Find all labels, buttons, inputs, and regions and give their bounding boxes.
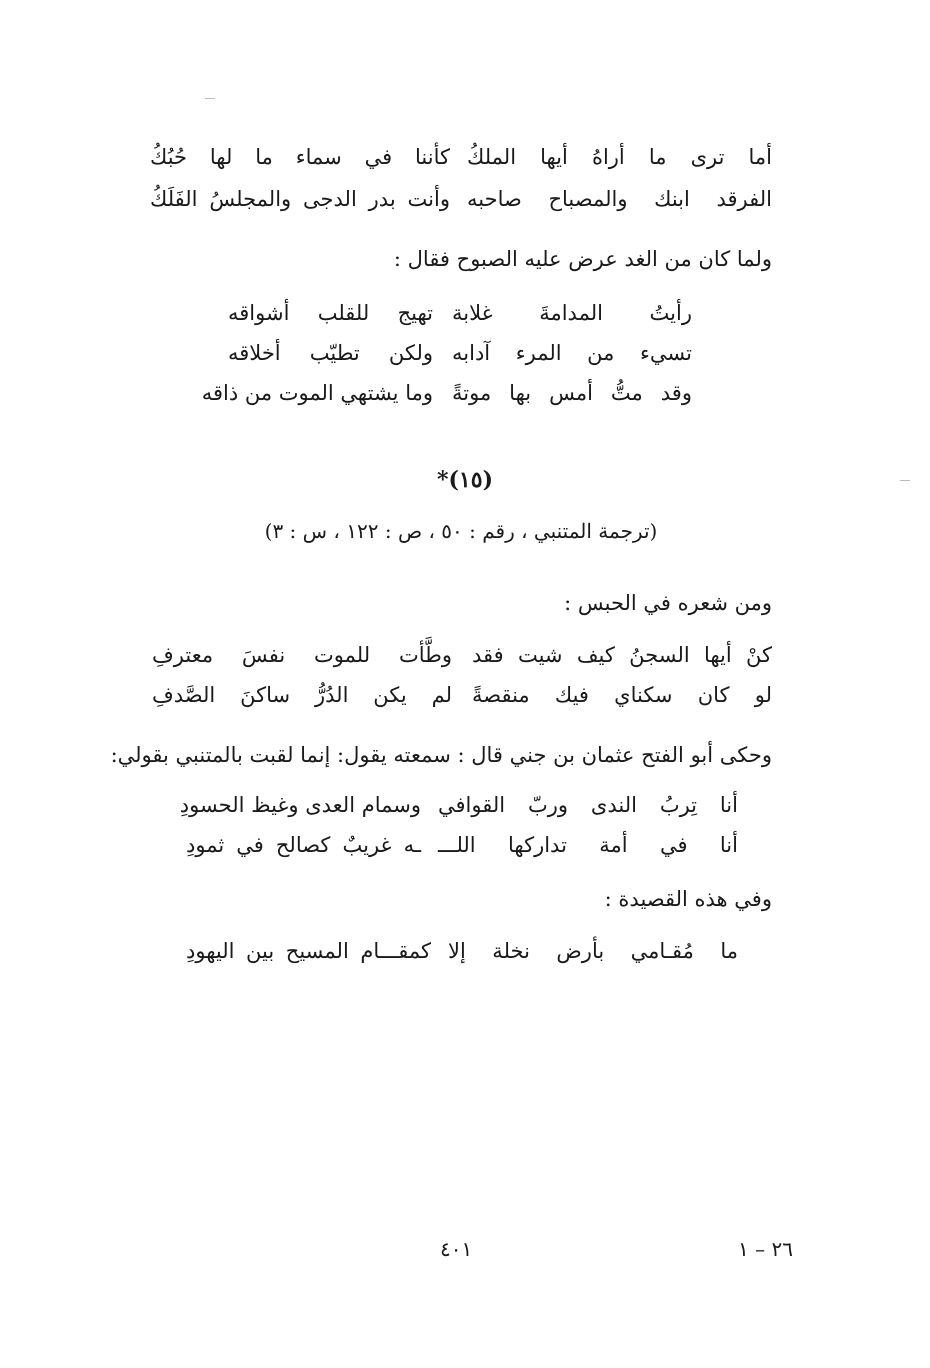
verse-left-hemistich: وطَّأت للموت نفسَ معترفِ [152, 643, 452, 667]
section-number: (١٥)* [437, 467, 493, 493]
scan-speck [205, 98, 215, 99]
verse-line [150, 142, 772, 172]
verse-left-hemistich: كمقـــام المسيح بين اليهودِ [186, 939, 431, 963]
verse-left-hemistich: لم يكن الدُرُّ ساكنَ الصَّدفِ [152, 683, 452, 707]
prose-intro: وحكى أبو الفتح عثمان بن جني قال : سمعته يقول: إنما لقبت بالمتنبي بقولي: [110, 743, 772, 767]
verse-line [152, 680, 772, 710]
verse-right-hemistich: تسيء من المرء آدابه [452, 341, 692, 365]
verse-left-hemistich: وما يشتهي الموت من ذاقه [201, 381, 433, 405]
verse-line [201, 378, 692, 408]
verse-line [228, 298, 692, 328]
verse-line [152, 640, 772, 670]
verse-right-hemistich: لو كان سكناي فيك منقصةً [472, 683, 772, 707]
prose-intro: ومن شعره في الحبس : [564, 591, 772, 615]
prose-intro: وفي هذه القصيدة : [604, 887, 772, 911]
verse-right-hemistich: أنا تِربُ الندى وربّ القوافي [438, 793, 738, 817]
page-number: ٤٠١ [440, 1237, 473, 1261]
verse-line [228, 338, 692, 368]
verse-right-hemistich: رأيتُ المدامةَ غلابة [452, 301, 692, 325]
verse-left-hemistich: ولكن تطيّب أخلاقه [228, 341, 433, 365]
section-reference: (ترجمة المتنبي ، رقم : ٥٠ ، ص : ١٢٢ ، س : ٣) [264, 519, 658, 543]
verse-line [186, 830, 738, 860]
verse-left-hemistich: ـه غريبٌ كصالح في ثمودِ [186, 833, 421, 857]
verse-left-hemistich: وأنت بدر الدجى والمجلسُ الفَلَكُ [150, 187, 450, 211]
verse-right-hemistich: أما ترى ما أراهُ أيها الملكُ [467, 145, 772, 169]
verse-right-hemistich: الفرقد ابنك والمصباح صاحبه [467, 187, 772, 211]
verse-line [186, 936, 738, 966]
verse-line [150, 184, 772, 214]
verse-left-hemistich: وسمام العدى وغيظ الحسودِ [179, 793, 421, 817]
verse-left-hemistich: كأننا في سماء ما لها حُبُكُ [150, 145, 450, 169]
prose-intro: ولما كان من الغد عرض عليه الصبوح فقال : [393, 247, 772, 271]
verse-line [179, 790, 738, 820]
verse-right-hemistich: كنْ أيها السجنُ كيف شيت فقد [472, 643, 772, 667]
verse-right-hemistich: ما مُقـامي بأرض نخلة إلا [448, 939, 738, 963]
signature-mark: ٢٦ – ١ [738, 1237, 793, 1261]
verse-right-hemistich: أنا في أمة تداركها اللـــ [438, 833, 738, 857]
verse-left-hemistich: تهيج للقلب أشواقه [228, 301, 433, 325]
verse-right-hemistich: وقد متُّ أمس بها موتةً [452, 381, 692, 405]
